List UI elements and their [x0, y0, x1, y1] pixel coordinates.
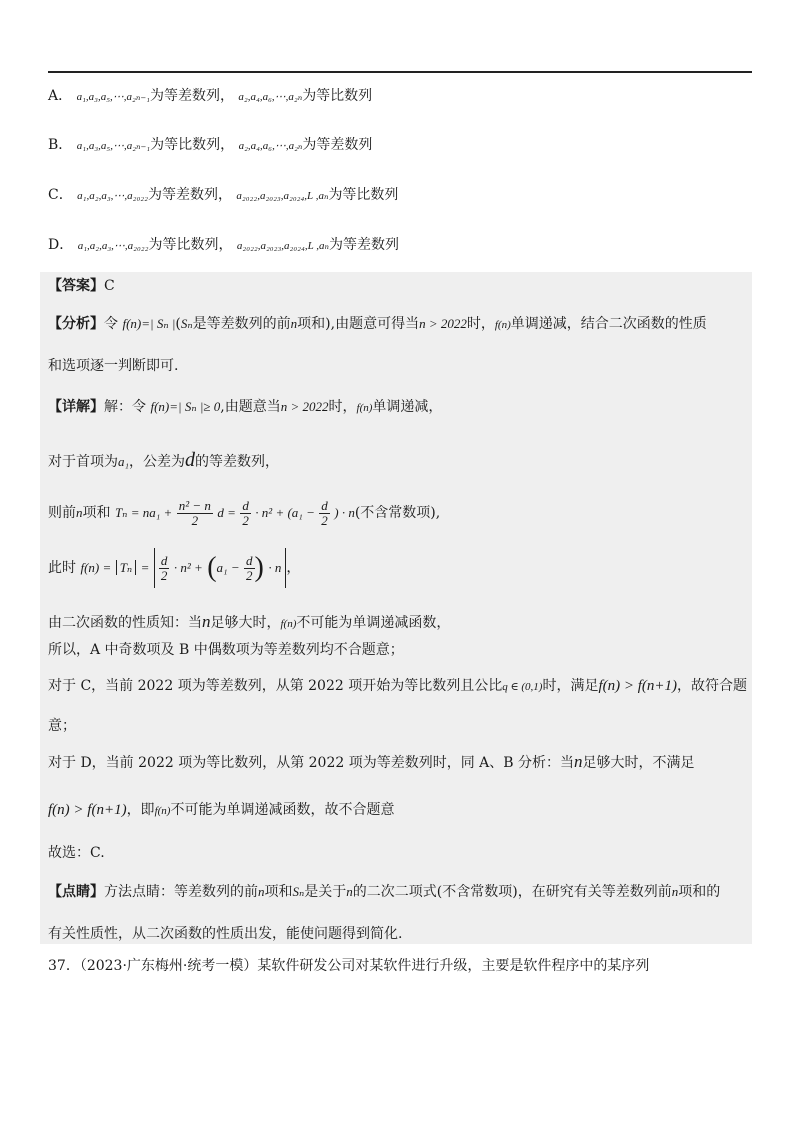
abs-expression: $\frac{d}{2}$ · n² + (a₁ − $\frac{d}{2}$ ) · n	[154, 548, 286, 588]
option-a[interactable]: A． a₁,a₃,a₅,⋯,a₂ₙ₋₁为等差数列， a₂,a₄,a₆,⋯,a₂ₙ为等比数列	[48, 88, 373, 104]
detail-line-7: 对于 C，当前 2022 项为等差数列，从第 2022 项开始为等比数列且公比q ∈ (0,1)时，满足f(n) > f(n+1)，故符合题	[48, 678, 748, 694]
detail-line-2: 对于首项为a₁，公差为d的等差数列，	[48, 449, 280, 471]
fraction: $\frac{d}{2}$	[321, 497, 328, 528]
detail-line-5: 由二次函数的性质知：当n足够大时，f(n)不可能为单调递减函数，	[48, 612, 451, 631]
top-rule	[48, 71, 752, 73]
comment-line-2: 有关性质性，从二次函数的性质出发，能使问题得到简化.	[48, 926, 403, 942]
option-c[interactable]: C． a₁,a₂,a₃,⋯,a₂₀₂₂为等差数列， a₂₀₂₂,a₂₀₂₃,a₂₀₂₄,L ,aₙ为等比数列	[48, 187, 399, 203]
next-question: 37．（2023·广东梅州·统考一模）某软件研发公司对某软件进行升级，主要是软件程序中的某序列	[48, 958, 650, 974]
detail-line-1: 【详解】解：令 f(n)=| Sₙ |≥ 0,由题意当n > 2022时，f(n)单调递减，	[48, 399, 443, 415]
fraction: $\frac{d}{2}$	[246, 552, 253, 583]
detail-line-11: 故选：C.	[48, 845, 105, 861]
detail-line-8: 意；	[48, 718, 76, 734]
detail-line-6: 所以，A 中奇数项及 B 中偶数项为等差数列均不合题意；	[48, 642, 404, 658]
fraction: $\frac{\text{n² − n}}{2}$	[178, 497, 211, 528]
fraction: $\frac{d}{2}$	[242, 497, 249, 528]
answer-line: 【答案】C	[48, 278, 115, 294]
analysis-line-2: 和选项逐一判断即可.	[48, 358, 179, 374]
right-paren: )	[254, 552, 264, 583]
option-b[interactable]: B． a₁,a₃,a₅,⋯,a₂ₙ₋₁为等比数列， a₂,a₄,a₆,⋯,a₂ₙ为等差数列	[48, 137, 373, 153]
detail-line-10: f(n) > f(n+1)，即f(n)不可能为单调递减函数，故不合题意	[48, 802, 395, 818]
analysis-line-1: 【分析】令 f(n)=| Sₙ |(Sₙ是等差数列的前n项和),由题意可得当n > 2022时，f(n)单调递减，结合二次函数的性质	[48, 316, 707, 332]
detail-line-4: 此时 f(n) = Tₙ = $\frac{d}{2}$ · n² + (a₁ − $\frac{d}{2}$ ) · n ，	[48, 548, 300, 588]
detail-line-9: 对于 D，当前 2022 项为等比数列，从第 2022 项为等差数列时，同 A、B 分析：当n足够大时，不满足	[48, 752, 695, 771]
detail-line-3: 则前n项和 Tₙ = na₁ + $\frac{\text{n² − n}}{2}$ d = $\frac{d}{2}$ · n² + (a₁ − $\frac{d}{2}$ ) · n(不含常数项),	[48, 497, 441, 528]
left-paren: (	[207, 552, 217, 583]
fraction: $\frac{d}{2}$	[160, 552, 168, 583]
comment-line-1: 【点睛】方法点睛：等差数列的前n项和Sₙ是关于n的二次二项式(不含常数项)，在研究有关等差数列前n项和的	[48, 884, 721, 900]
option-d[interactable]: D． a₁,a₂,a₃,⋯,a₂₀₂₂为等比数列， a₂₀₂₂,a₂₀₂₃,a₂₀₂₄,L ,aₙ为等差数列	[48, 237, 399, 253]
